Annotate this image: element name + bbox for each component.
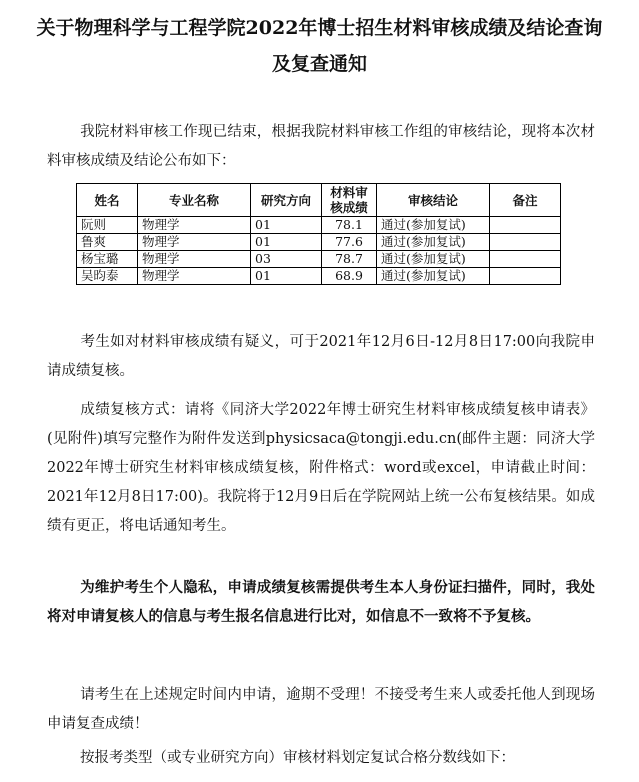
title-line-2: 及复查通知: [271, 53, 367, 75]
title-line-1: 关于物理科学与工程学院2022年博士招生材料审核成绩及结论查询: [36, 17, 603, 39]
cell-major: 物理学: [138, 234, 251, 251]
header-major: 专业名称: [138, 184, 251, 217]
cell-note: [490, 251, 561, 268]
table-header-row: [77, 184, 561, 217]
cell-score: 78.1: [322, 217, 377, 234]
cell-name: 吴昀泰: [77, 268, 138, 285]
cell-result: 通过(参加复试): [377, 268, 490, 285]
header-direction: 研究方向: [251, 184, 322, 217]
cell-major: 物理学: [138, 217, 251, 234]
table-row: [77, 268, 561, 285]
intro-text: 我院材料审核工作现已结束，根据我院材料审核工作组的审核结论，现将本次材料审核成绩及结论公布如下：: [47, 124, 595, 169]
cell-direction: 01: [251, 268, 322, 285]
privacy-paragraph: [47, 573, 595, 631]
cell-score: 77.6: [322, 234, 377, 251]
score-table: [76, 183, 561, 285]
cell-name: 鲁爽: [77, 234, 138, 251]
cell-major: 物理学: [138, 251, 251, 268]
table-row: [77, 217, 561, 234]
cell-result: 通过(参加复试): [377, 251, 490, 268]
cell-name: 杨宝璐: [77, 251, 138, 268]
cell-note: [490, 268, 561, 285]
method-paragraph: [47, 396, 595, 541]
notice-title: [20, 10, 619, 82]
cell-direction: 01: [251, 217, 322, 234]
appeal-paragraph: [47, 328, 595, 386]
deadline-paragraph: [47, 681, 595, 739]
method-text: 成绩复核方式：请将《同济大学2022年博士研究生材料审核成绩复核申请表》(见附件)填写完整作为附件发送到physicsaca@tongji.edu.cn(邮件主题：同济大学2022年博士研究生材料审核成绩复核，附件格式：word或excel，申请截止时间：2021年12月8日17:00)。我院将于12月9日后在学院网站上统一公布复核结果。如成绩有更正，将电话通知考生。: [47, 402, 595, 534]
header-name: 姓名: [77, 184, 138, 217]
cell-result: 通过(参加复试): [377, 217, 490, 234]
cell-direction: 01: [251, 234, 322, 251]
header-result: 审核结论: [377, 184, 490, 217]
appeal-text: 考生如对材料审核成绩有疑义，可于2021年12月6日-12月8日17:00向我院申请成绩复核。: [47, 334, 595, 379]
cell-major: 物理学: [138, 268, 251, 285]
cell-note: [490, 217, 561, 234]
cell-name: 阮则: [77, 217, 138, 234]
cell-direction: 03: [251, 251, 322, 268]
cell-result: 通过(参加复试): [377, 234, 490, 251]
header-score: 材料审核成绩: [322, 184, 377, 217]
intro-paragraph: [47, 118, 595, 176]
deadline-text: 请考生在上述规定时间内申请，逾期不受理！不接受考生来人或委托他人到现场申请复查成绩！: [47, 687, 595, 732]
table-row: [77, 234, 561, 251]
header-note: 备注: [490, 184, 561, 217]
privacy-text: 为维护考生个人隐私，申请成绩复核需提供考生本人身份证扫描件，同时，我处将对申请复核人的信息与考生报名信息进行比对，如信息不一致将不予复核。: [47, 579, 595, 625]
cutoff-text: 按报考类型（或专业研究方向）审核材料划定复试合格分数线如下：: [80, 750, 515, 766]
cell-score: 78.7: [322, 251, 377, 268]
cutoff-paragraph: [47, 744, 595, 773]
cell-score: 68.9: [322, 268, 377, 285]
cell-note: [490, 234, 561, 251]
table-row: [77, 251, 561, 268]
